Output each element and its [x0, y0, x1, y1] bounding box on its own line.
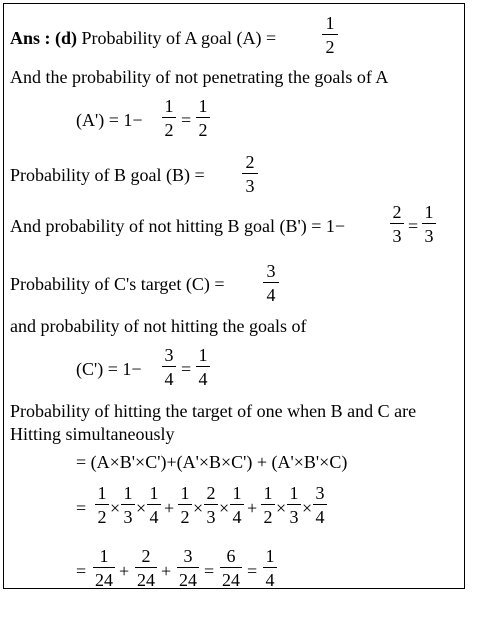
fraction: 2 3 — [390, 202, 404, 246]
equals-sign: = — [408, 216, 419, 236]
fraction-prob-c: 3 4 — [263, 261, 279, 305]
fraction: 2 24 — [137, 546, 155, 590]
answer-label: Ans : — [10, 28, 51, 48]
answer-box — [3, 3, 465, 589]
question-line-2: Hitting simultaneously — [10, 424, 175, 444]
fraction-result: 1 4 — [263, 546, 277, 590]
times-sign: × — [276, 498, 287, 518]
fraction: 3 4 — [162, 345, 176, 389]
equals-sign: = — [76, 561, 87, 581]
equals-sign: = — [181, 110, 192, 130]
fraction: 1 4 — [230, 483, 244, 527]
times-sign: × — [302, 498, 313, 518]
times-sign: × — [136, 498, 147, 518]
prob-b-text: Probability of B goal (B) = — [10, 165, 205, 185]
not-c-text: and probability of not hitting the goals of — [10, 316, 307, 336]
fraction: 3 24 — [179, 546, 197, 590]
prob-a-text: Probability of A goal (A) = — [81, 28, 277, 48]
expression-line: = (A×B'×C')+(A'×B×C') + (A'×B'×C) — [76, 452, 348, 472]
fraction: 1 2 — [178, 483, 192, 527]
fraction: 6 24 — [222, 546, 240, 590]
fraction: 1 2 — [261, 483, 275, 527]
equals-sign: = — [76, 498, 87, 518]
fraction: 3 4 — [313, 483, 327, 527]
not-a-text: And the probability of not penetrating the goals of A — [10, 67, 389, 87]
equals-sign: = — [204, 561, 215, 581]
not-c-expression: (C') = 1− — [76, 359, 142, 379]
plus-sign: + — [247, 498, 258, 518]
times-sign: × — [193, 498, 204, 518]
times-sign: × — [219, 498, 230, 518]
fraction: 1 3 — [287, 483, 301, 527]
plus-sign: + — [164, 498, 175, 518]
plus-sign: + — [119, 561, 130, 581]
equals-sign: = — [181, 359, 192, 379]
fraction-prob-b: 2 3 — [242, 152, 258, 196]
fraction-not-b: 1 3 — [422, 202, 436, 246]
not-b-text: And probability of not hitting B goal (B') = 1− — [10, 216, 346, 236]
fraction: 1 2 — [162, 96, 176, 140]
times-sign: × — [110, 498, 121, 518]
plus-sign: + — [161, 561, 172, 581]
fraction-prob-a: 1 2 — [322, 13, 338, 57]
not-a-expression: (A') = 1− — [76, 110, 143, 130]
fraction: 1 24 — [95, 546, 113, 590]
fraction-not-c: 1 4 — [196, 345, 210, 389]
answer-line — [10, 28, 276, 48]
question-line-1: Probability of hitting the target of one when B and C are — [10, 401, 417, 421]
fraction: 2 3 — [204, 483, 218, 527]
fraction: 1 2 — [95, 483, 109, 527]
answer-option: (d) — [55, 28, 78, 48]
prob-c-text: Probability of C's target (C) = — [10, 274, 225, 294]
fraction-not-a: 1 2 — [196, 96, 210, 140]
equals-sign: = — [247, 561, 258, 581]
fraction: 1 4 — [147, 483, 161, 527]
fraction: 1 3 — [121, 483, 135, 527]
